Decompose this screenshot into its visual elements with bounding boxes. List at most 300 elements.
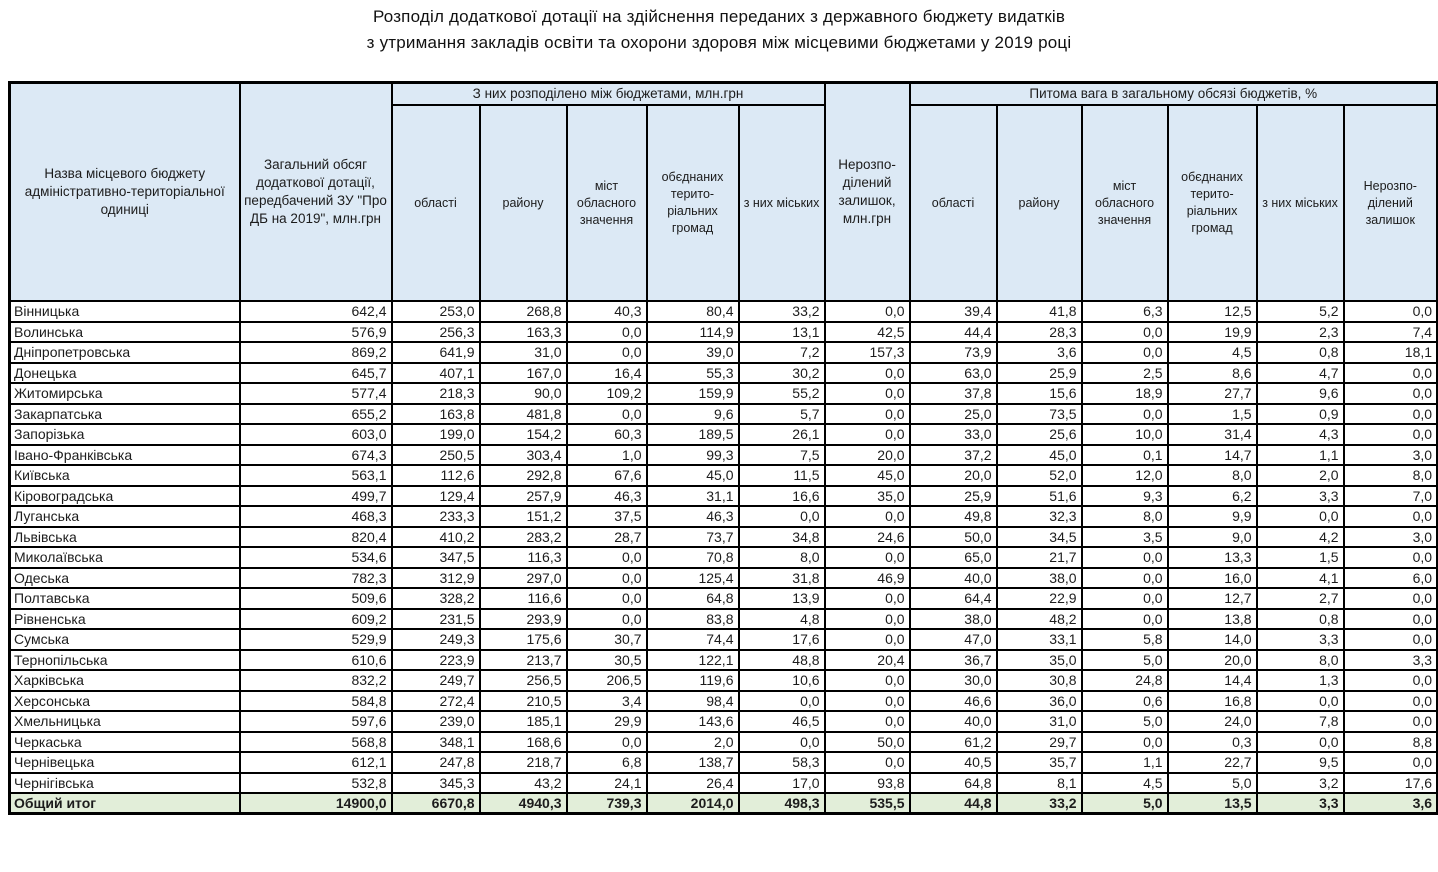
value-cell: 468,3 (240, 506, 392, 527)
value-cell: 122,1 (647, 650, 739, 671)
value-cell: 509,6 (240, 588, 392, 609)
table-row (10, 506, 1438, 527)
value-cell: 168,6 (480, 732, 567, 753)
value-cell: 13,9 (739, 588, 825, 609)
value-cell: 0,0 (825, 424, 910, 445)
value-cell: 7,5 (739, 445, 825, 466)
total-value-cell: 33,2 (997, 793, 1082, 814)
region-name-cell: Полтавська (10, 588, 240, 609)
value-cell: 3,3 (1257, 629, 1344, 650)
value-cell: 0,0 (1082, 588, 1168, 609)
value-cell: 185,1 (480, 711, 567, 732)
value-cell: 46,9 (825, 568, 910, 589)
total-value-cell: 3,3 (1257, 793, 1344, 814)
value-cell: 0,8 (1257, 609, 1344, 630)
value-cell: 9,6 (1257, 383, 1344, 404)
value-cell: 31,1 (647, 486, 739, 507)
value-cell: 7,0 (1344, 486, 1438, 507)
value-cell: 30,7 (567, 629, 647, 650)
value-cell: 39,4 (910, 301, 997, 322)
value-cell: 30,8 (997, 670, 1082, 691)
value-cell: 34,8 (739, 527, 825, 548)
header-pct-otg: обєднаних терито-ріальних громад (1168, 105, 1257, 301)
value-cell: 9,9 (1168, 506, 1257, 527)
value-cell: 31,8 (739, 568, 825, 589)
value-cell: 0,0 (1082, 547, 1168, 568)
header-mln-oblast: області (392, 105, 480, 301)
value-cell: 28,3 (997, 322, 1082, 343)
value-cell: 3,4 (567, 691, 647, 712)
value-cell: 2,3 (1257, 322, 1344, 343)
value-cell: 534,6 (240, 547, 392, 568)
value-cell: 17,6 (739, 629, 825, 650)
value-cell: 151,2 (480, 506, 567, 527)
value-cell: 8,0 (1082, 506, 1168, 527)
value-cell: 30,2 (739, 363, 825, 384)
value-cell: 642,4 (240, 301, 392, 322)
value-cell: 641,9 (392, 342, 480, 363)
value-cell: 250,5 (392, 445, 480, 466)
value-cell: 249,3 (392, 629, 480, 650)
region-name-cell: Вінницька (10, 301, 240, 322)
value-cell: 2,0 (1257, 465, 1344, 486)
value-cell: 4,2 (1257, 527, 1344, 548)
table-row (10, 547, 1438, 568)
region-name-cell: Тернопільська (10, 650, 240, 671)
value-cell: 16,0 (1168, 568, 1257, 589)
region-name-cell: Харківська (10, 670, 240, 691)
value-cell: 143,6 (647, 711, 739, 732)
value-cell: 33,1 (997, 629, 1082, 650)
header-total-volume: Загальний обсяг додаткової дотації, передбачений ЗУ "Про ДБ на 2019", млн.грн (240, 82, 392, 301)
value-cell: 40,0 (910, 711, 997, 732)
value-cell: 36,0 (997, 691, 1082, 712)
value-cell: 163,8 (392, 404, 480, 425)
header-mln-otg: обєднаних терито-ріальних громад (647, 105, 739, 301)
value-cell: 35,7 (997, 752, 1082, 773)
region-name-cell: Луганська (10, 506, 240, 527)
value-cell: 0,0 (825, 383, 910, 404)
value-cell: 38,0 (997, 568, 1082, 589)
value-cell: 157,3 (825, 342, 910, 363)
value-cell: 18,9 (1082, 383, 1168, 404)
value-cell: 3,0 (1344, 527, 1438, 548)
value-cell: 29,9 (567, 711, 647, 732)
value-cell: 481,8 (480, 404, 567, 425)
table-row (10, 568, 1438, 589)
header-pct-undistributed: Нерозпо-ділений залишок (1344, 105, 1438, 301)
value-cell: 52,0 (997, 465, 1082, 486)
value-cell: 0,0 (825, 363, 910, 384)
value-cell: 18,1 (1344, 342, 1438, 363)
value-cell: 12,5 (1168, 301, 1257, 322)
value-cell: 24,8 (1082, 670, 1168, 691)
page-title-line-1: Розподіл додаткової дотації на здійснення переданих з державного бюджету видатків (372, 7, 1066, 26)
total-value-cell: 535,5 (825, 793, 910, 814)
value-cell: 64,8 (647, 588, 739, 609)
value-cell: 345,3 (392, 773, 480, 794)
table-row (10, 711, 1438, 732)
value-cell: 99,3 (647, 445, 739, 466)
value-cell: 0,0 (739, 506, 825, 527)
value-cell: 0,0 (567, 547, 647, 568)
value-cell: 16,4 (567, 363, 647, 384)
region-name-cell: Дніпропетровська (10, 342, 240, 363)
table-row (10, 383, 1438, 404)
value-cell: 610,6 (240, 650, 392, 671)
value-cell: 20,4 (825, 650, 910, 671)
table-row (10, 404, 1438, 425)
value-cell: 48,2 (997, 609, 1082, 630)
value-cell: 292,8 (480, 465, 567, 486)
value-cell: 0,0 (567, 342, 647, 363)
table-row (10, 670, 1438, 691)
region-name-cell: Львівська (10, 527, 240, 548)
value-cell: 61,2 (910, 732, 997, 753)
value-cell: 138,7 (647, 752, 739, 773)
table-row (10, 650, 1438, 671)
value-cell: 0,0 (1082, 322, 1168, 343)
value-cell: 9,5 (1257, 752, 1344, 773)
value-cell: 20,0 (1168, 650, 1257, 671)
value-cell: 597,6 (240, 711, 392, 732)
value-cell: 93,8 (825, 773, 910, 794)
region-name-cell: Донецька (10, 363, 240, 384)
value-cell: 21,7 (997, 547, 1082, 568)
value-cell: 17,0 (739, 773, 825, 794)
value-cell: 24,0 (1168, 711, 1257, 732)
value-cell: 249,7 (392, 670, 480, 691)
value-cell: 73,9 (910, 342, 997, 363)
table-row (10, 752, 1438, 773)
value-cell: 154,2 (480, 424, 567, 445)
value-cell: 116,3 (480, 547, 567, 568)
value-cell: 0,0 (1082, 342, 1168, 363)
value-cell: 407,1 (392, 363, 480, 384)
value-cell: 612,1 (240, 752, 392, 773)
value-cell: 8,0 (739, 547, 825, 568)
value-cell: 0,0 (1257, 506, 1344, 527)
region-name-cell: Запорізька (10, 424, 240, 445)
total-value-cell: 44,8 (910, 793, 997, 814)
value-cell: 42,5 (825, 322, 910, 343)
value-cell: 112,6 (392, 465, 480, 486)
value-cell: 74,4 (647, 629, 739, 650)
table-row (10, 424, 1438, 445)
value-cell: 5,0 (1168, 773, 1257, 794)
value-cell: 37,2 (910, 445, 997, 466)
header-pct-raion: району (997, 105, 1082, 301)
value-cell: 832,2 (240, 670, 392, 691)
value-cell: 9,0 (1168, 527, 1257, 548)
value-cell: 26,1 (739, 424, 825, 445)
value-cell: 11,5 (739, 465, 825, 486)
header-pct-urban: з них міських (1257, 105, 1344, 301)
value-cell: 1,3 (1257, 670, 1344, 691)
value-cell: 34,5 (997, 527, 1082, 548)
value-cell: 55,2 (739, 383, 825, 404)
value-cell: 7,4 (1344, 322, 1438, 343)
header-pct-cities: міст обласного значення (1082, 105, 1168, 301)
value-cell: 4,5 (1168, 342, 1257, 363)
value-cell: 0,0 (1257, 691, 1344, 712)
value-cell: 50,0 (910, 527, 997, 548)
region-name-cell: Житомирська (10, 383, 240, 404)
value-cell: 49,8 (910, 506, 997, 527)
value-cell: 31,4 (1168, 424, 1257, 445)
value-cell: 67,6 (567, 465, 647, 486)
value-cell: 0,0 (825, 404, 910, 425)
value-cell: 33,2 (739, 301, 825, 322)
value-cell: 0,0 (825, 506, 910, 527)
value-cell: 12,0 (1082, 465, 1168, 486)
header-pct-oblast: області (910, 105, 997, 301)
value-cell: 167,0 (480, 363, 567, 384)
value-cell: 272,4 (392, 691, 480, 712)
value-cell: 0,0 (567, 732, 647, 753)
value-cell: 2,5 (1082, 363, 1168, 384)
value-cell: 0,0 (825, 670, 910, 691)
value-cell: 4,7 (1257, 363, 1344, 384)
value-cell: 268,8 (480, 301, 567, 322)
value-cell: 22,9 (997, 588, 1082, 609)
value-cell: 5,7 (739, 404, 825, 425)
value-cell: 5,2 (1257, 301, 1344, 322)
table-footer (10, 793, 1438, 814)
total-value-cell: 14900,0 (240, 793, 392, 814)
value-cell: 44,4 (910, 322, 997, 343)
region-name-cell: Хмельницька (10, 711, 240, 732)
value-cell: 31,0 (480, 342, 567, 363)
value-cell: 20,0 (825, 445, 910, 466)
total-value-cell: 2014,0 (647, 793, 739, 814)
value-cell: 0,0 (1257, 732, 1344, 753)
value-cell: 28,7 (567, 527, 647, 548)
region-name-cell: Черкаська (10, 732, 240, 753)
value-cell: 0,0 (1344, 609, 1438, 630)
value-cell: 35,0 (997, 650, 1082, 671)
value-cell: 6,8 (567, 752, 647, 773)
value-cell: 32,3 (997, 506, 1082, 527)
value-cell: 80,4 (647, 301, 739, 322)
value-cell: 37,5 (567, 506, 647, 527)
value-cell: 674,3 (240, 445, 392, 466)
value-cell: 46,5 (739, 711, 825, 732)
value-cell: 1,1 (1257, 445, 1344, 466)
value-cell: 98,4 (647, 691, 739, 712)
value-cell: 45,0 (825, 465, 910, 486)
value-cell: 0,6 (1082, 691, 1168, 712)
value-cell: 30,5 (567, 650, 647, 671)
value-cell: 36,7 (910, 650, 997, 671)
value-cell: 0,0 (825, 609, 910, 630)
value-cell: 239,0 (392, 711, 480, 732)
value-cell: 9,6 (647, 404, 739, 425)
value-cell: 347,5 (392, 547, 480, 568)
value-cell: 0,0 (1344, 691, 1438, 712)
value-cell: 0,9 (1257, 404, 1344, 425)
value-cell: 0,0 (1344, 711, 1438, 732)
value-cell: 65,0 (910, 547, 997, 568)
value-cell: 30,0 (910, 670, 997, 691)
value-cell: 603,0 (240, 424, 392, 445)
budget-distribution-table (8, 81, 1438, 816)
value-cell: 0,0 (825, 752, 910, 773)
value-cell: 35,0 (825, 486, 910, 507)
table-row (10, 486, 1438, 507)
value-cell: 820,4 (240, 527, 392, 548)
total-value-cell: 13,5 (1168, 793, 1257, 814)
value-cell: 529,9 (240, 629, 392, 650)
region-name-cell: Київська (10, 465, 240, 486)
value-cell: 0,0 (825, 301, 910, 322)
value-cell: 31,0 (997, 711, 1082, 732)
value-cell: 60,3 (567, 424, 647, 445)
region-name-cell: Рівненська (10, 609, 240, 630)
value-cell: 0,0 (1344, 670, 1438, 691)
total-value-cell: 498,3 (739, 793, 825, 814)
value-cell: 19,9 (1168, 322, 1257, 343)
value-cell: 0,0 (567, 609, 647, 630)
value-cell: 0,3 (1168, 732, 1257, 753)
value-cell: 568,8 (240, 732, 392, 753)
value-cell: 782,3 (240, 568, 392, 589)
value-cell: 5,0 (1082, 650, 1168, 671)
value-cell: 37,8 (910, 383, 997, 404)
region-name-cell: Сумська (10, 629, 240, 650)
value-cell: 40,5 (910, 752, 997, 773)
value-cell: 0,0 (1344, 404, 1438, 425)
value-cell: 0,0 (1344, 547, 1438, 568)
value-cell: 8,0 (1168, 465, 1257, 486)
table-row (10, 342, 1438, 363)
table-body (10, 301, 1438, 793)
region-name-cell: Чернігівська (10, 773, 240, 794)
table-row (10, 609, 1438, 630)
value-cell: 46,6 (910, 691, 997, 712)
region-name-cell: Херсонська (10, 691, 240, 712)
value-cell: 0,0 (567, 404, 647, 425)
value-cell: 64,8 (910, 773, 997, 794)
total-row-label: Общий итог (10, 793, 240, 814)
value-cell: 257,9 (480, 486, 567, 507)
value-cell: 5,8 (1082, 629, 1168, 650)
total-value-cell: 4940,3 (480, 793, 567, 814)
value-cell: 8,0 (1257, 650, 1344, 671)
value-cell: 0,0 (1344, 424, 1438, 445)
value-cell: 10,6 (739, 670, 825, 691)
value-cell: 159,9 (647, 383, 739, 404)
value-cell: 0,0 (1082, 568, 1168, 589)
value-cell: 26,4 (647, 773, 739, 794)
value-cell: 4,1 (1257, 568, 1344, 589)
value-cell: 129,4 (392, 486, 480, 507)
table-row (10, 465, 1438, 486)
value-cell: 0,0 (1344, 363, 1438, 384)
value-cell: 3,6 (997, 342, 1082, 363)
value-cell: 3,5 (1082, 527, 1168, 548)
value-cell: 0,0 (1344, 506, 1438, 527)
value-cell: 8,8 (1344, 732, 1438, 753)
value-cell: 50,0 (825, 732, 910, 753)
value-cell: 1,5 (1257, 547, 1344, 568)
value-cell: 3,3 (1344, 650, 1438, 671)
value-cell: 247,8 (392, 752, 480, 773)
value-cell: 6,0 (1344, 568, 1438, 589)
value-cell: 63,0 (910, 363, 997, 384)
value-cell: 609,2 (240, 609, 392, 630)
value-cell: 199,0 (392, 424, 480, 445)
value-cell: 5,0 (1082, 711, 1168, 732)
value-cell: 223,9 (392, 650, 480, 671)
value-cell: 348,1 (392, 732, 480, 753)
value-cell: 645,7 (240, 363, 392, 384)
value-cell: 0,0 (1082, 609, 1168, 630)
value-cell: 577,4 (240, 383, 392, 404)
value-cell: 17,6 (1344, 773, 1438, 794)
value-cell: 0,0 (567, 568, 647, 589)
value-cell: 58,3 (739, 752, 825, 773)
table-row (10, 588, 1438, 609)
value-cell: 24,6 (825, 527, 910, 548)
value-cell: 0,0 (1082, 404, 1168, 425)
value-cell: 869,2 (240, 342, 392, 363)
region-name-cell: Кіровоградська (10, 486, 240, 507)
value-cell: 3,0 (1344, 445, 1438, 466)
value-cell: 90,0 (480, 383, 567, 404)
value-cell: 114,9 (647, 322, 739, 343)
value-cell: 189,5 (647, 424, 739, 445)
value-cell: 14,7 (1168, 445, 1257, 466)
value-cell: 116,6 (480, 588, 567, 609)
value-cell: 283,2 (480, 527, 567, 548)
table-row (10, 363, 1438, 384)
value-cell: 73,7 (647, 527, 739, 548)
value-cell: 13,8 (1168, 609, 1257, 630)
value-cell: 25,6 (997, 424, 1082, 445)
value-cell: 43,2 (480, 773, 567, 794)
value-cell: 175,6 (480, 629, 567, 650)
value-cell: 125,4 (647, 568, 739, 589)
value-cell: 64,4 (910, 588, 997, 609)
value-cell: 20,0 (910, 465, 997, 486)
value-cell: 532,8 (240, 773, 392, 794)
table-row (10, 527, 1438, 548)
value-cell: 51,6 (997, 486, 1082, 507)
value-cell: 38,0 (910, 609, 997, 630)
table-row (10, 629, 1438, 650)
page-title (0, 0, 1438, 57)
total-value-cell: 739,3 (567, 793, 647, 814)
value-cell: 24,1 (567, 773, 647, 794)
region-name-cell: Івано-Франківська (10, 445, 240, 466)
region-name-cell: Закарпатська (10, 404, 240, 425)
value-cell: 9,3 (1082, 486, 1168, 507)
value-cell: 12,7 (1168, 588, 1257, 609)
value-cell: 2,0 (647, 732, 739, 753)
value-cell: 48,8 (739, 650, 825, 671)
region-name-cell: Чернівецька (10, 752, 240, 773)
value-cell: 218,3 (392, 383, 480, 404)
value-cell: 29,7 (997, 732, 1082, 753)
value-cell: 0,0 (1344, 383, 1438, 404)
value-cell: 73,5 (997, 404, 1082, 425)
value-cell: 16,8 (1168, 691, 1257, 712)
value-cell: 410,2 (392, 527, 480, 548)
value-cell: 45,0 (997, 445, 1082, 466)
value-cell: 0,0 (1344, 629, 1438, 650)
value-cell: 0,0 (1344, 301, 1438, 322)
